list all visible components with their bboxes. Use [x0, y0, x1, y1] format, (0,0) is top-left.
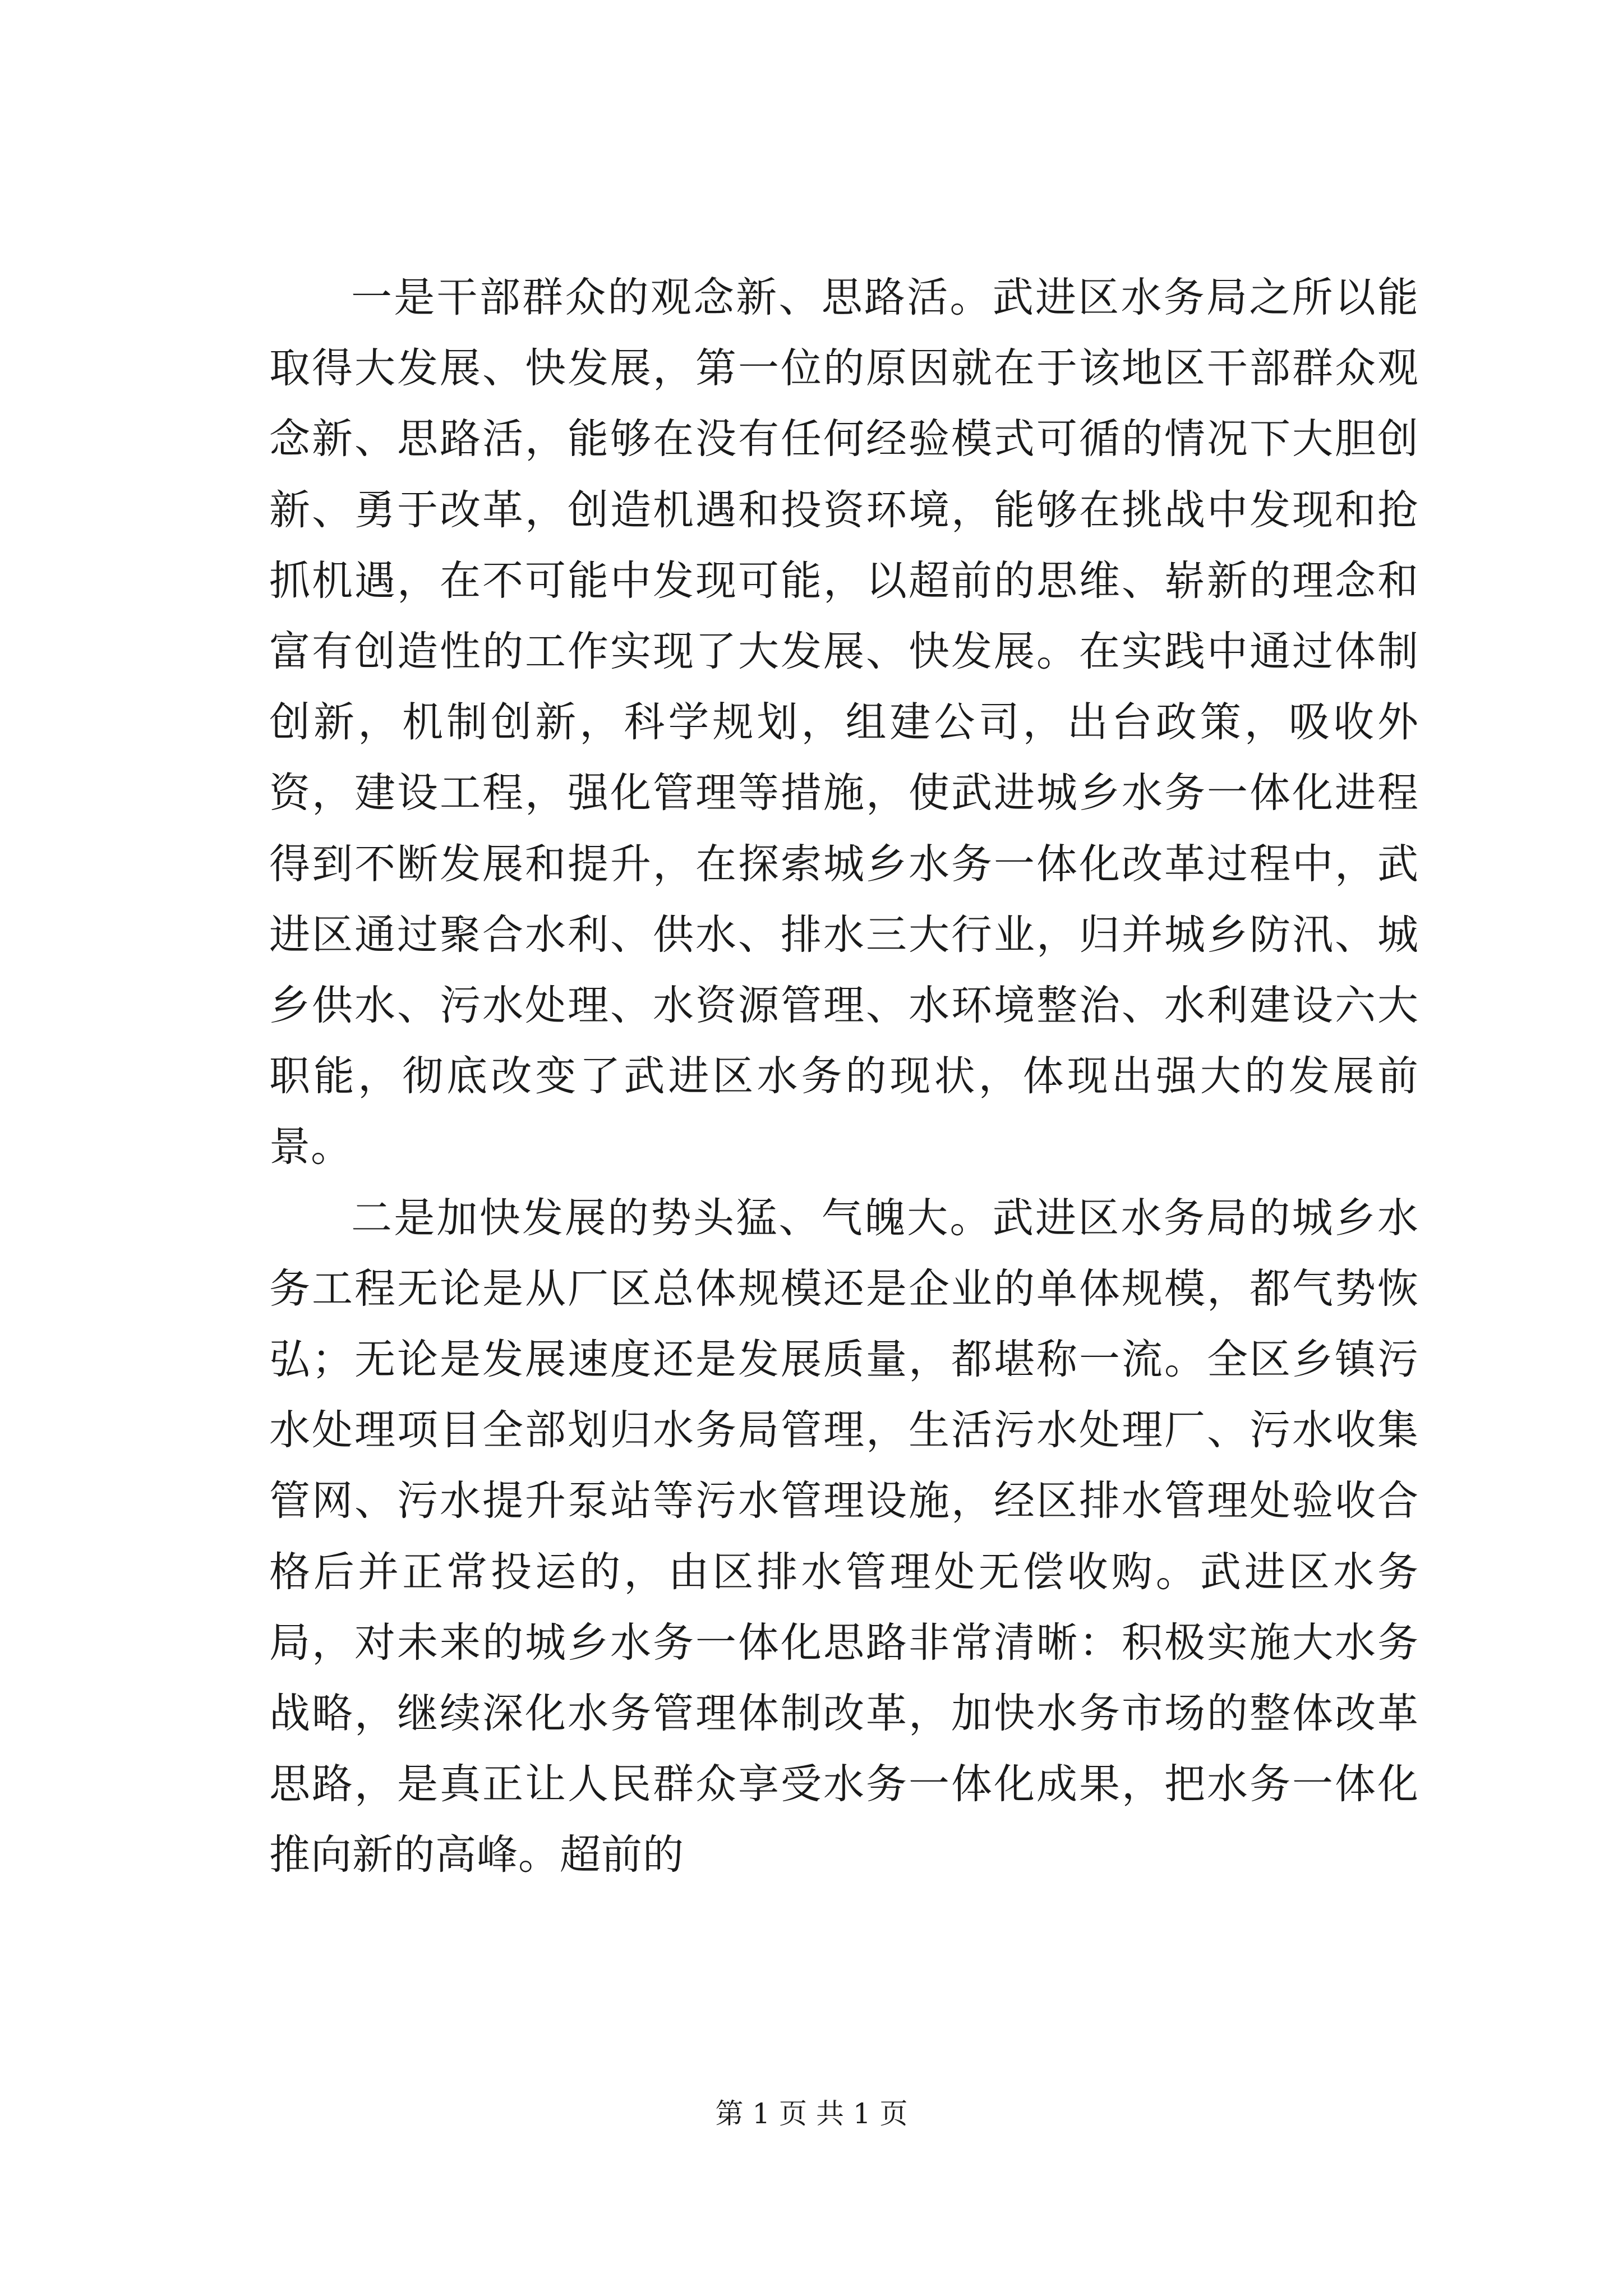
paragraph-2: 二是加快发展的势头猛、气魄大。武进区水务局的城乡水务工程无论是从厂区总体规模还是企业的单体规模，都气势恢弘；无论是发展速度还是发展质量，都堪称一流。全区乡镇污水处理项目全部划归水务局管理，生活污水处理厂、污水收集管网、污水提升泵站等污水管理设施，经区排水管理处验收合格后并正常投运的，由区排水管理处无偿收购。武进区水务局，对未来的城乡水务一体化思路非常清晰：积极实施大水务战略，继续深化水务管理体制改革，加快水务市场的整体改革思路，是真正让人民群众享受水务一体化成果，把水务一体化推向新的高峰。超前的	[269, 1194, 1419, 1879]
document-body	[269, 263, 1419, 1891]
page-footer: 第 1 页 共 1 页	[715, 2097, 908, 2130]
paragraph-1: 一是干部群众的观念新、思路活。武进区水务局之所以能取得大发展、快发展，第一位的原因就在于该地区干部群众观念新、思路活，能够在没有任何经验模式可循的情况下大胆创新、勇于改革，创造机遇和投资环境，能够在挑战中发现和抢抓机遇，在不可能中发现可能，以超前的思维、崭新的理念和富有创造性的工作实现了大发展、快发展。在实践中通过体制创新，机制创新，科学规划，组建公司，出台政策，吸收外资，建设工程，强化管理等措施，使武进城乡水务一体化进程得到不断发展和提升，在探索城乡水务一体化改革过程中，武进区通过聚合水利、供水、排水三大行业，归并城乡防汛、城乡供水、污水处理、水资源管理、水环境整治、水利建设六大职能，彻底改变了武进区水务的现状，体现出强大的发展前景。	[269, 274, 1419, 1171]
